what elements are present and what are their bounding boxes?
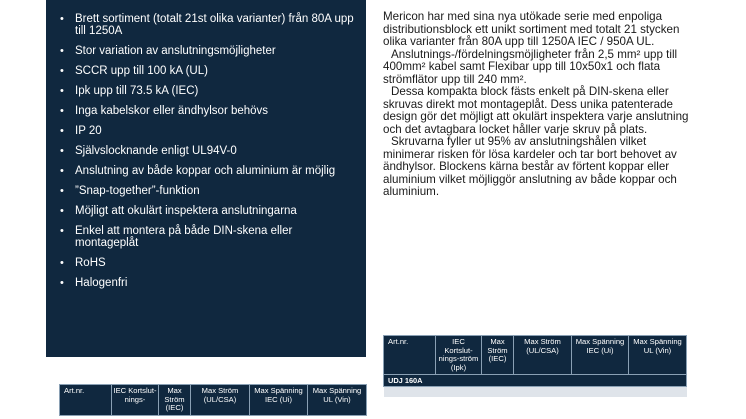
bullet-icon: • bbox=[60, 145, 64, 157]
spec-table-udj-160a bbox=[383, 335, 687, 397]
feature-item: • Ipk upp till 73.5 kA (IEC) bbox=[60, 85, 199, 97]
description-paragraph: Skruvarna fyller ut 95% av anslutningshålen vilket minimerar risken för lösa kardeler och tar bort behovet av ändhylsor. Blockens kärna består av förtent koppar eller aluminium vilket möjliggör anslutning av både koppar och aluminium. bbox=[383, 135, 677, 198]
spec-table-left bbox=[59, 384, 367, 416]
feature-item: • Halogenfri bbox=[60, 277, 128, 289]
description-paragraph: Anslutnings-/fördelningsmöjligheter från 2,5 mm² upp till 400mm² kabel samt Flexibar upp till 10x50x1 och flata strömflätor upp till 240 mm². bbox=[383, 47, 678, 86]
feature-list-panel bbox=[46, 0, 366, 357]
description-paragraph: Dessa kompakta block fästs enkelt på DIN-skena eller skruvas direkt mot montageplåt. Dess unika patenterade design gör det möjligt att okulärt inspektera varje anslutning och det avtagbara locket håller varje skruv på plats. bbox=[383, 85, 689, 136]
column-header-max-current-iec: Max Ström (IEC) bbox=[159, 385, 191, 416]
bullet-icon: • bbox=[60, 85, 64, 97]
table-cell-empty bbox=[384, 387, 687, 398]
bullet-icon: • bbox=[60, 45, 64, 57]
table-row bbox=[384, 387, 687, 398]
column-header-max-voltage-iec: Max Spänning IEC (Ui) bbox=[250, 385, 308, 416]
column-header-iec-short-circuit: IEC Kortslut-nings- bbox=[112, 385, 159, 416]
column-header-art-nr: Art.nr. bbox=[60, 385, 112, 416]
bullet-icon: • bbox=[60, 205, 64, 217]
feature-item: • Anslutning av både koppar och aluminium är möjlig bbox=[60, 165, 336, 177]
feature-item: • Brett sortiment (totalt 21st olika varianter) från 80A upp till 1250A bbox=[60, 13, 354, 37]
column-header-max-current-iec: Max Ström (IEC) bbox=[482, 336, 514, 375]
column-header-iec-short-circuit: IEC Kortslut-nings-ström (Ipk) bbox=[436, 336, 482, 375]
section-label: UDJ 160A bbox=[384, 375, 687, 387]
feature-item: • Enkel att montera på både DIN-skena eller montageplåt bbox=[60, 225, 293, 249]
feature-item: • Stor variation av anslutningsmöjligheter bbox=[60, 45, 276, 57]
column-header-max-voltage-ul: Max Spänning UL (Vin) bbox=[308, 385, 367, 416]
column-header-max-current-ul: Max Ström (UL/CSA) bbox=[191, 385, 250, 416]
feature-item: • IP 20 bbox=[60, 125, 102, 137]
feature-item: • RoHS bbox=[60, 257, 106, 269]
description-paragraph: Mericon har med sina nya utökade serie med enpoliga distributionsblock ett unikt sortiment med totalt 21 stycken olika varianter från 80A upp till 1250A IEC / 950A UL. bbox=[383, 10, 680, 48]
feature-list bbox=[60, 13, 356, 289]
column-header-max-voltage-ul: Max Spänning UL (Vin) bbox=[629, 336, 687, 375]
product-description bbox=[383, 11, 698, 199]
feature-item: • Inga kabelskor eller ändhylsor behövs bbox=[60, 105, 269, 117]
column-header-art-nr: Art.nr. bbox=[384, 336, 436, 375]
table-section-row bbox=[384, 375, 687, 387]
column-header-max-voltage-iec: Max Spänning IEC (Ui) bbox=[572, 336, 629, 375]
bullet-icon: • bbox=[60, 165, 64, 177]
table-header-row bbox=[60, 385, 367, 416]
bullet-icon: • bbox=[60, 105, 64, 117]
bullet-icon: • bbox=[60, 257, 64, 269]
bullet-icon: • bbox=[60, 65, 64, 77]
column-header-max-current-ul: Max Ström (UL/CSA) bbox=[514, 336, 572, 375]
feature-item: • ”Snap-together”-funktion bbox=[60, 185, 200, 197]
feature-item: • Möjligt att okulärt inspektera anslutningarna bbox=[60, 205, 297, 217]
bullet-icon: • bbox=[60, 185, 64, 197]
bullet-icon: • bbox=[60, 225, 64, 237]
feature-item: • SCCR upp till 100 kA (UL) bbox=[60, 65, 208, 77]
bullet-icon: • bbox=[60, 277, 64, 289]
feature-item: • Självslocknande enligt UL94V-0 bbox=[60, 145, 237, 157]
bullet-icon: • bbox=[60, 125, 64, 137]
bullet-icon: • bbox=[60, 13, 64, 25]
table-header-row bbox=[384, 336, 687, 375]
